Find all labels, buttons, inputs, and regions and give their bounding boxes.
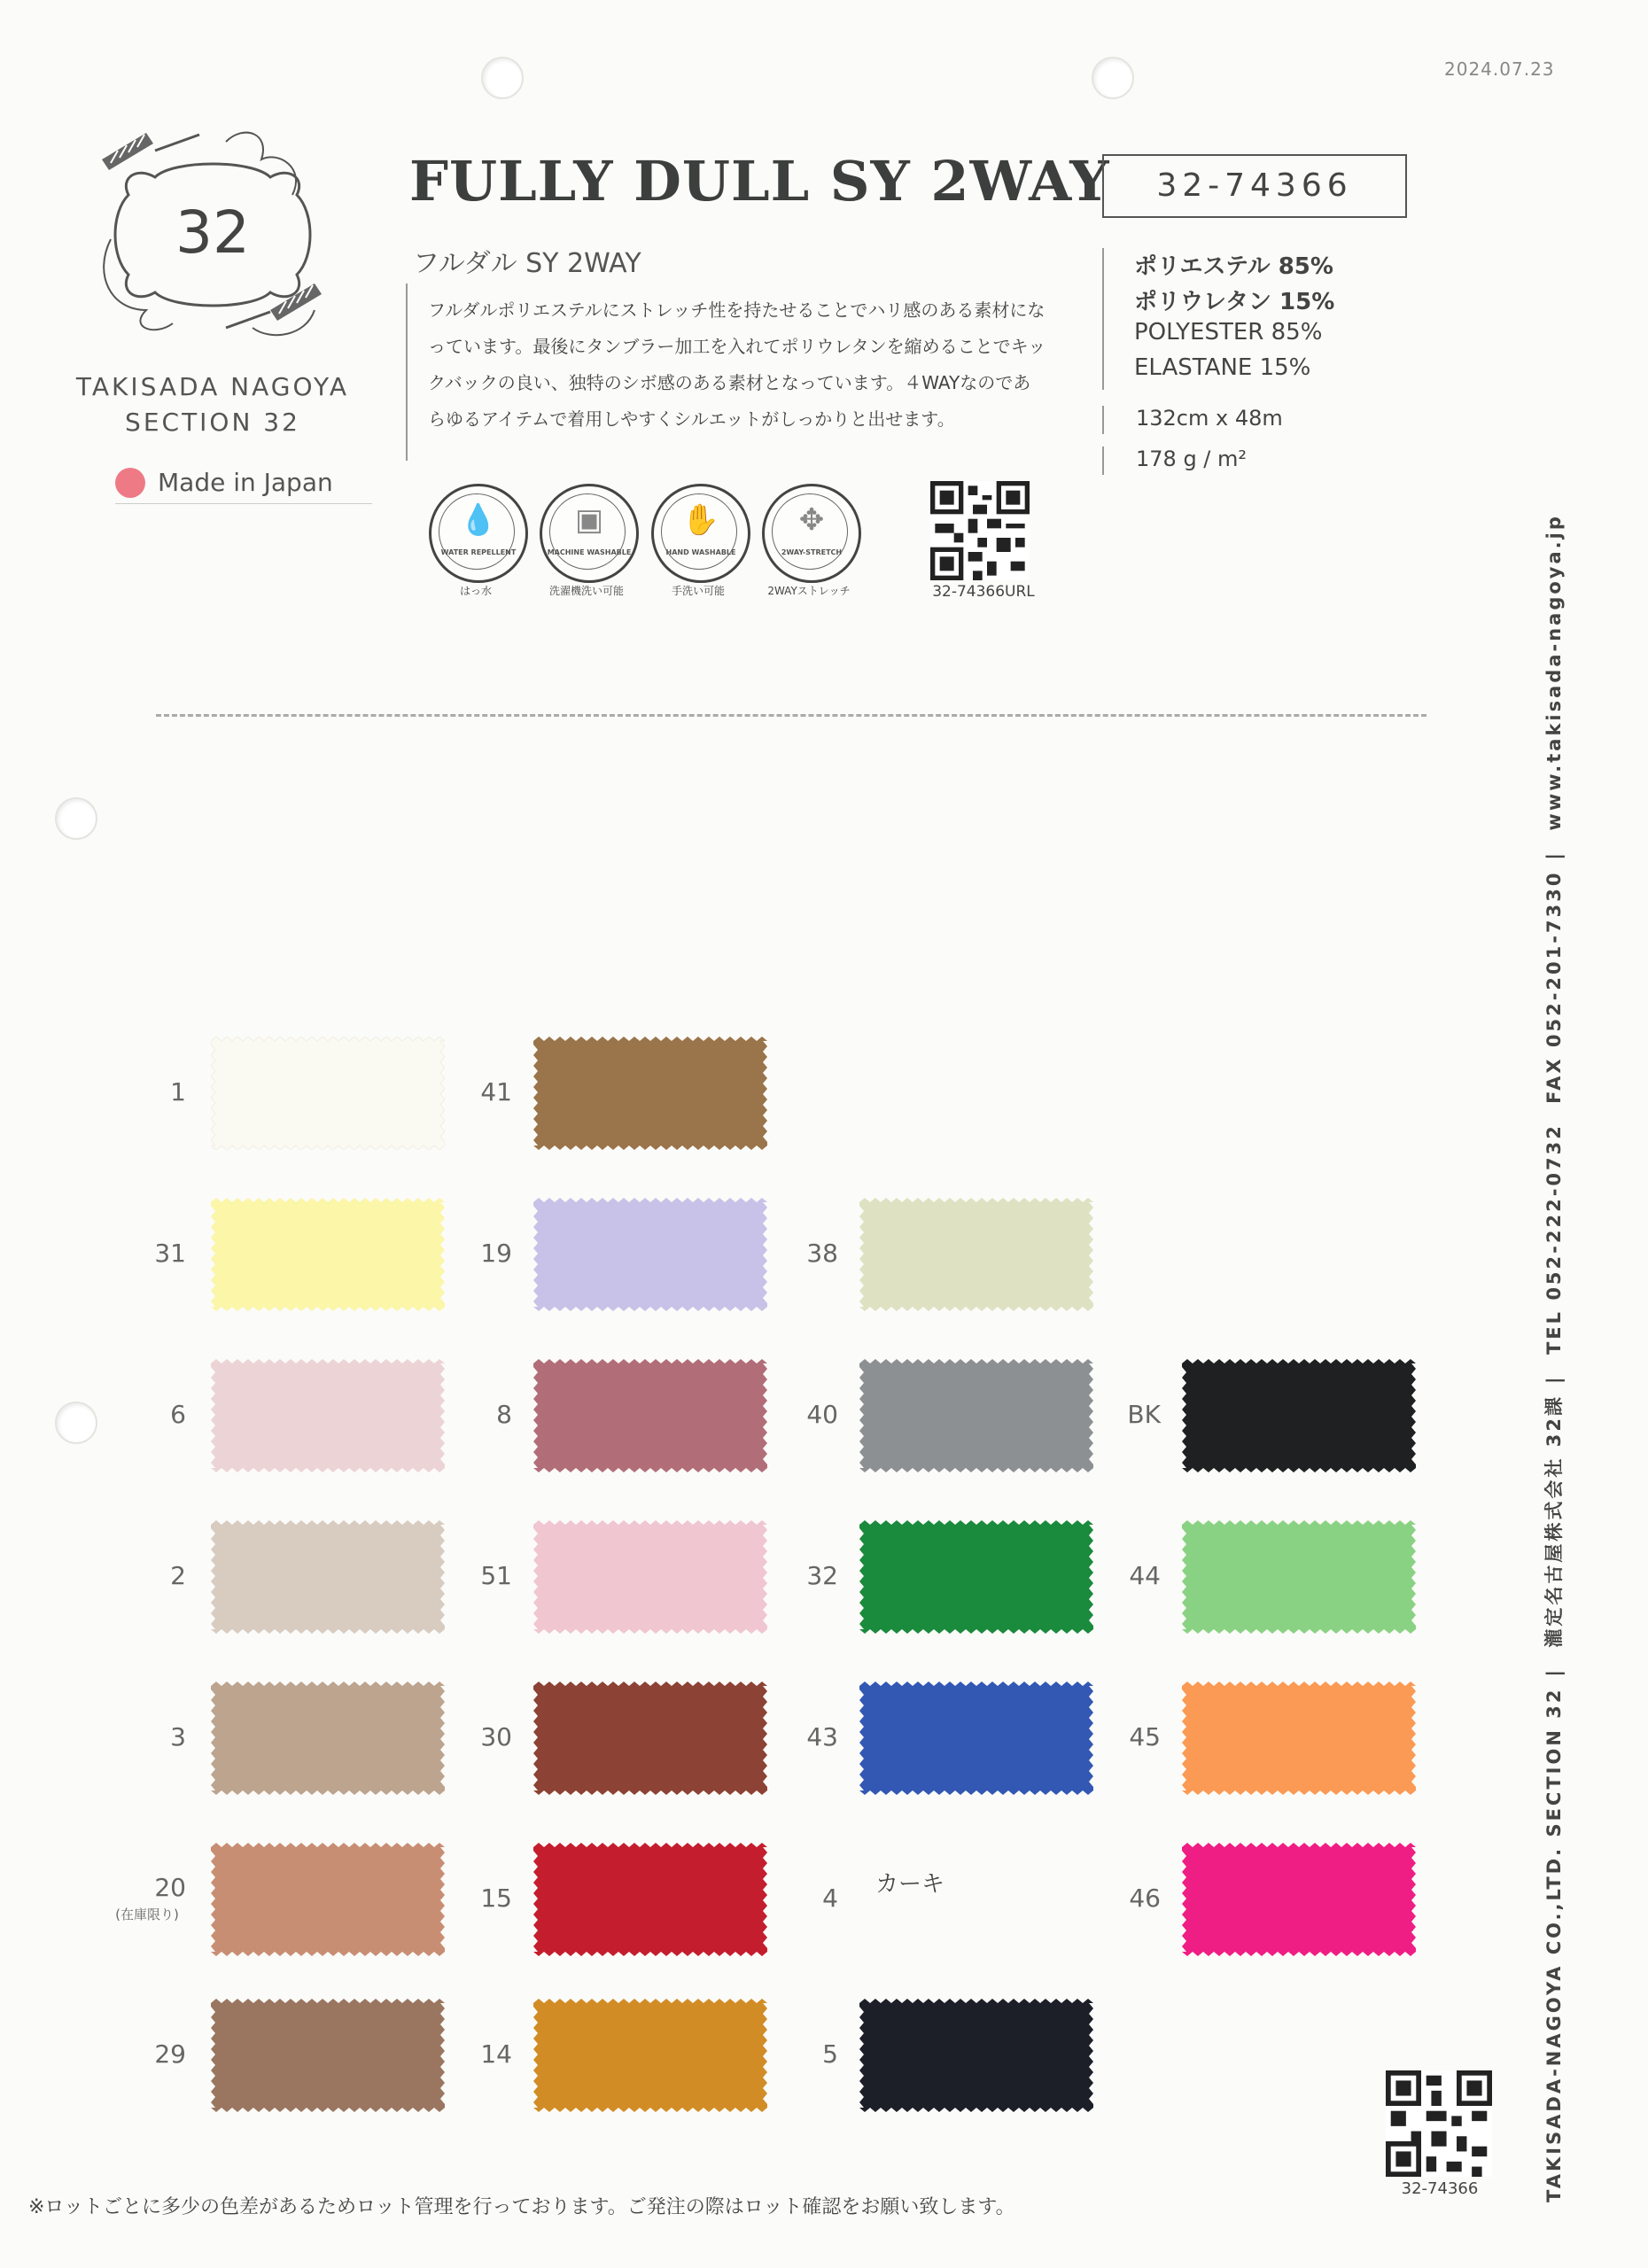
swatch-number-15: 15	[480, 1884, 512, 1913]
punch-hole	[55, 1402, 97, 1444]
swatch-number-4: 4	[822, 1884, 838, 1913]
hand-washable-icon: ✋ HAND WASHABLE	[651, 484, 750, 583]
color-swatch-45	[1182, 1682, 1416, 1795]
brand-name: TAKISADA NAGOYA	[75, 372, 350, 401]
red-dot-icon	[115, 468, 145, 498]
made-in-japan	[115, 462, 372, 504]
swatch-number-40: 40	[806, 1400, 838, 1429]
swatch-number-38: 38	[806, 1239, 838, 1268]
swatch-number-44: 44	[1129, 1561, 1161, 1590]
color-swatch-32	[859, 1520, 1093, 1634]
color-swatch-8	[533, 1359, 767, 1472]
machine-washable-icon: ▣ MACHINE WASHABLE	[540, 484, 639, 583]
product-title: FULLY DULL SY 2WAY	[409, 149, 1110, 214]
color-swatch-bk	[1182, 1359, 1416, 1472]
swatch-number-3: 3	[170, 1722, 186, 1751]
product-code: 32-74366	[1102, 154, 1407, 218]
section-divider	[156, 714, 1426, 717]
swatch-number-14: 14	[480, 2039, 512, 2069]
divider	[1102, 447, 1104, 475]
color-swatch-14	[533, 1999, 767, 2112]
side-company-jp: 瀧定名古屋株式会社 32課	[1543, 1394, 1565, 1648]
swatch-number-41: 41	[480, 1077, 512, 1107]
swatch-number-bk: BK	[1127, 1400, 1161, 1429]
swatch-number-8: 8	[496, 1400, 512, 1429]
section-32-logo	[93, 124, 332, 346]
color-swatch-29	[211, 1999, 445, 2112]
color-swatch-31	[211, 1198, 445, 1311]
swatch-number-19: 19	[480, 1239, 512, 1268]
care-label-water-repellent: はっ水	[459, 585, 492, 597]
brand-section: SECTION 32	[125, 408, 300, 437]
divider	[1102, 406, 1104, 434]
color-swatch-1	[211, 1037, 445, 1150]
khaki-label: カーキ	[875, 1871, 945, 1898]
color-swatch-51	[533, 1520, 767, 1634]
issue-date: 2024.07.23	[1444, 58, 1555, 80]
side-company-en: TAKISADA-NAGOYA CO.,LTD. SECTION 32	[1543, 1687, 1565, 2202]
fabric-weight: 178 g / m²	[1136, 447, 1248, 471]
swatch-number-30: 30	[480, 1722, 512, 1751]
lot-footnote: ※ロットごとに多少の色差があるためロット管理を行っております。ご発注の際はロット確認をお願い致します。	[28, 2196, 1015, 2218]
color-swatch-44	[1182, 1520, 1416, 1634]
color-swatch-3	[211, 1682, 445, 1795]
color-swatch-43	[859, 1682, 1093, 1795]
side-tel: TEL 052-222-0732	[1543, 1123, 1565, 1355]
swatch-number-1: 1	[170, 1077, 186, 1107]
color-swatch-46	[1182, 1843, 1416, 1956]
color-swatch-15	[533, 1843, 767, 1956]
side-website: www.takisada-nagoya.jp	[1543, 514, 1565, 831]
color-swatch-41	[533, 1037, 767, 1150]
side-fax: FAX 052-201-7330	[1543, 870, 1565, 1104]
swatch-number-6: 6	[170, 1400, 186, 1429]
product-subtitle: フルダル SY 2WAY	[413, 248, 641, 279]
composition-en-1: POLYESTER 85%	[1134, 319, 1323, 346]
swatch-number-29: 29	[154, 2039, 186, 2069]
swatch-number-20: 20	[154, 1873, 186, 1902]
color-swatch-38	[859, 1198, 1093, 1311]
color-swatch-19	[533, 1198, 767, 1311]
divider	[406, 284, 408, 461]
punch-hole	[55, 797, 97, 840]
made-in-label: Made in Japan	[158, 468, 333, 497]
swatch-number-46: 46	[1129, 1884, 1161, 1913]
fabric-size: 132cm x 48m	[1136, 406, 1283, 431]
swatch-number-32: 32	[806, 1561, 838, 1590]
care-label-hand-washable: 手洗い可能	[671, 585, 725, 597]
care-label-machine-washable: 洗濯機洗い可能	[548, 585, 624, 597]
composition-jp-2: ポリウレタン 15%	[1134, 289, 1335, 315]
punch-hole	[481, 57, 524, 99]
swatch-number-2: 2	[170, 1561, 186, 1590]
swatch-number-45: 45	[1129, 1722, 1161, 1751]
stretch-icon: ✥ 2WAY-STRETCH	[762, 484, 861, 583]
qr-url-label: 32-74366URL	[932, 583, 1035, 601]
swatch-number-51: 51	[480, 1561, 512, 1590]
color-swatch-40	[859, 1359, 1093, 1472]
color-swatch-20	[211, 1843, 445, 1956]
water-repellent-icon: 💧 WATER REPELLENT	[429, 484, 528, 583]
swatch-number-5: 5	[822, 2039, 838, 2069]
swatch-number-31: 31	[154, 1239, 186, 1268]
color-swatch-5	[859, 1999, 1093, 2112]
logo-number: 32	[175, 198, 250, 267]
qr-code-icon[interactable]	[1386, 2070, 1492, 2177]
swatch-number-43: 43	[806, 1722, 838, 1751]
color-swatch-6	[211, 1359, 445, 1472]
color-swatch-30	[533, 1682, 767, 1795]
divider	[1102, 248, 1104, 390]
qr-code-label: 32-74366	[1401, 2179, 1479, 2198]
side-company-info: TAKISADA-NAGOYA CO.,LTD. SECTION 32| 瀧定名古屋株式会社 32課| TEL 052-222-0732 FAX 052-201-7330| www.takisada-nagoya.jp	[1543, 514, 1565, 2202]
composition-en-2: ELASTANE 15%	[1134, 354, 1311, 381]
care-label-stretch: 2WAYストレッチ	[767, 585, 851, 597]
composition-jp-1: ポリエステル 85%	[1134, 253, 1333, 280]
product-description: フルダルポリエステルにストレッチ性を持たせることでハリ感のある素材になっています。最後にタンブラー加工を入れてポリウレタンを縮めることでキックバックの良い、独特のシボ感のある素材となっています。４WAYなのであらゆるアイテムで着用しやすくシルエットがしっかりと出せます。	[428, 299, 1046, 430]
swatch-20-note: (在庫限り)	[115, 1907, 179, 1922]
color-swatch-2	[211, 1520, 445, 1634]
punch-hole	[1092, 57, 1134, 99]
qr-code-icon[interactable]	[930, 481, 1030, 580]
